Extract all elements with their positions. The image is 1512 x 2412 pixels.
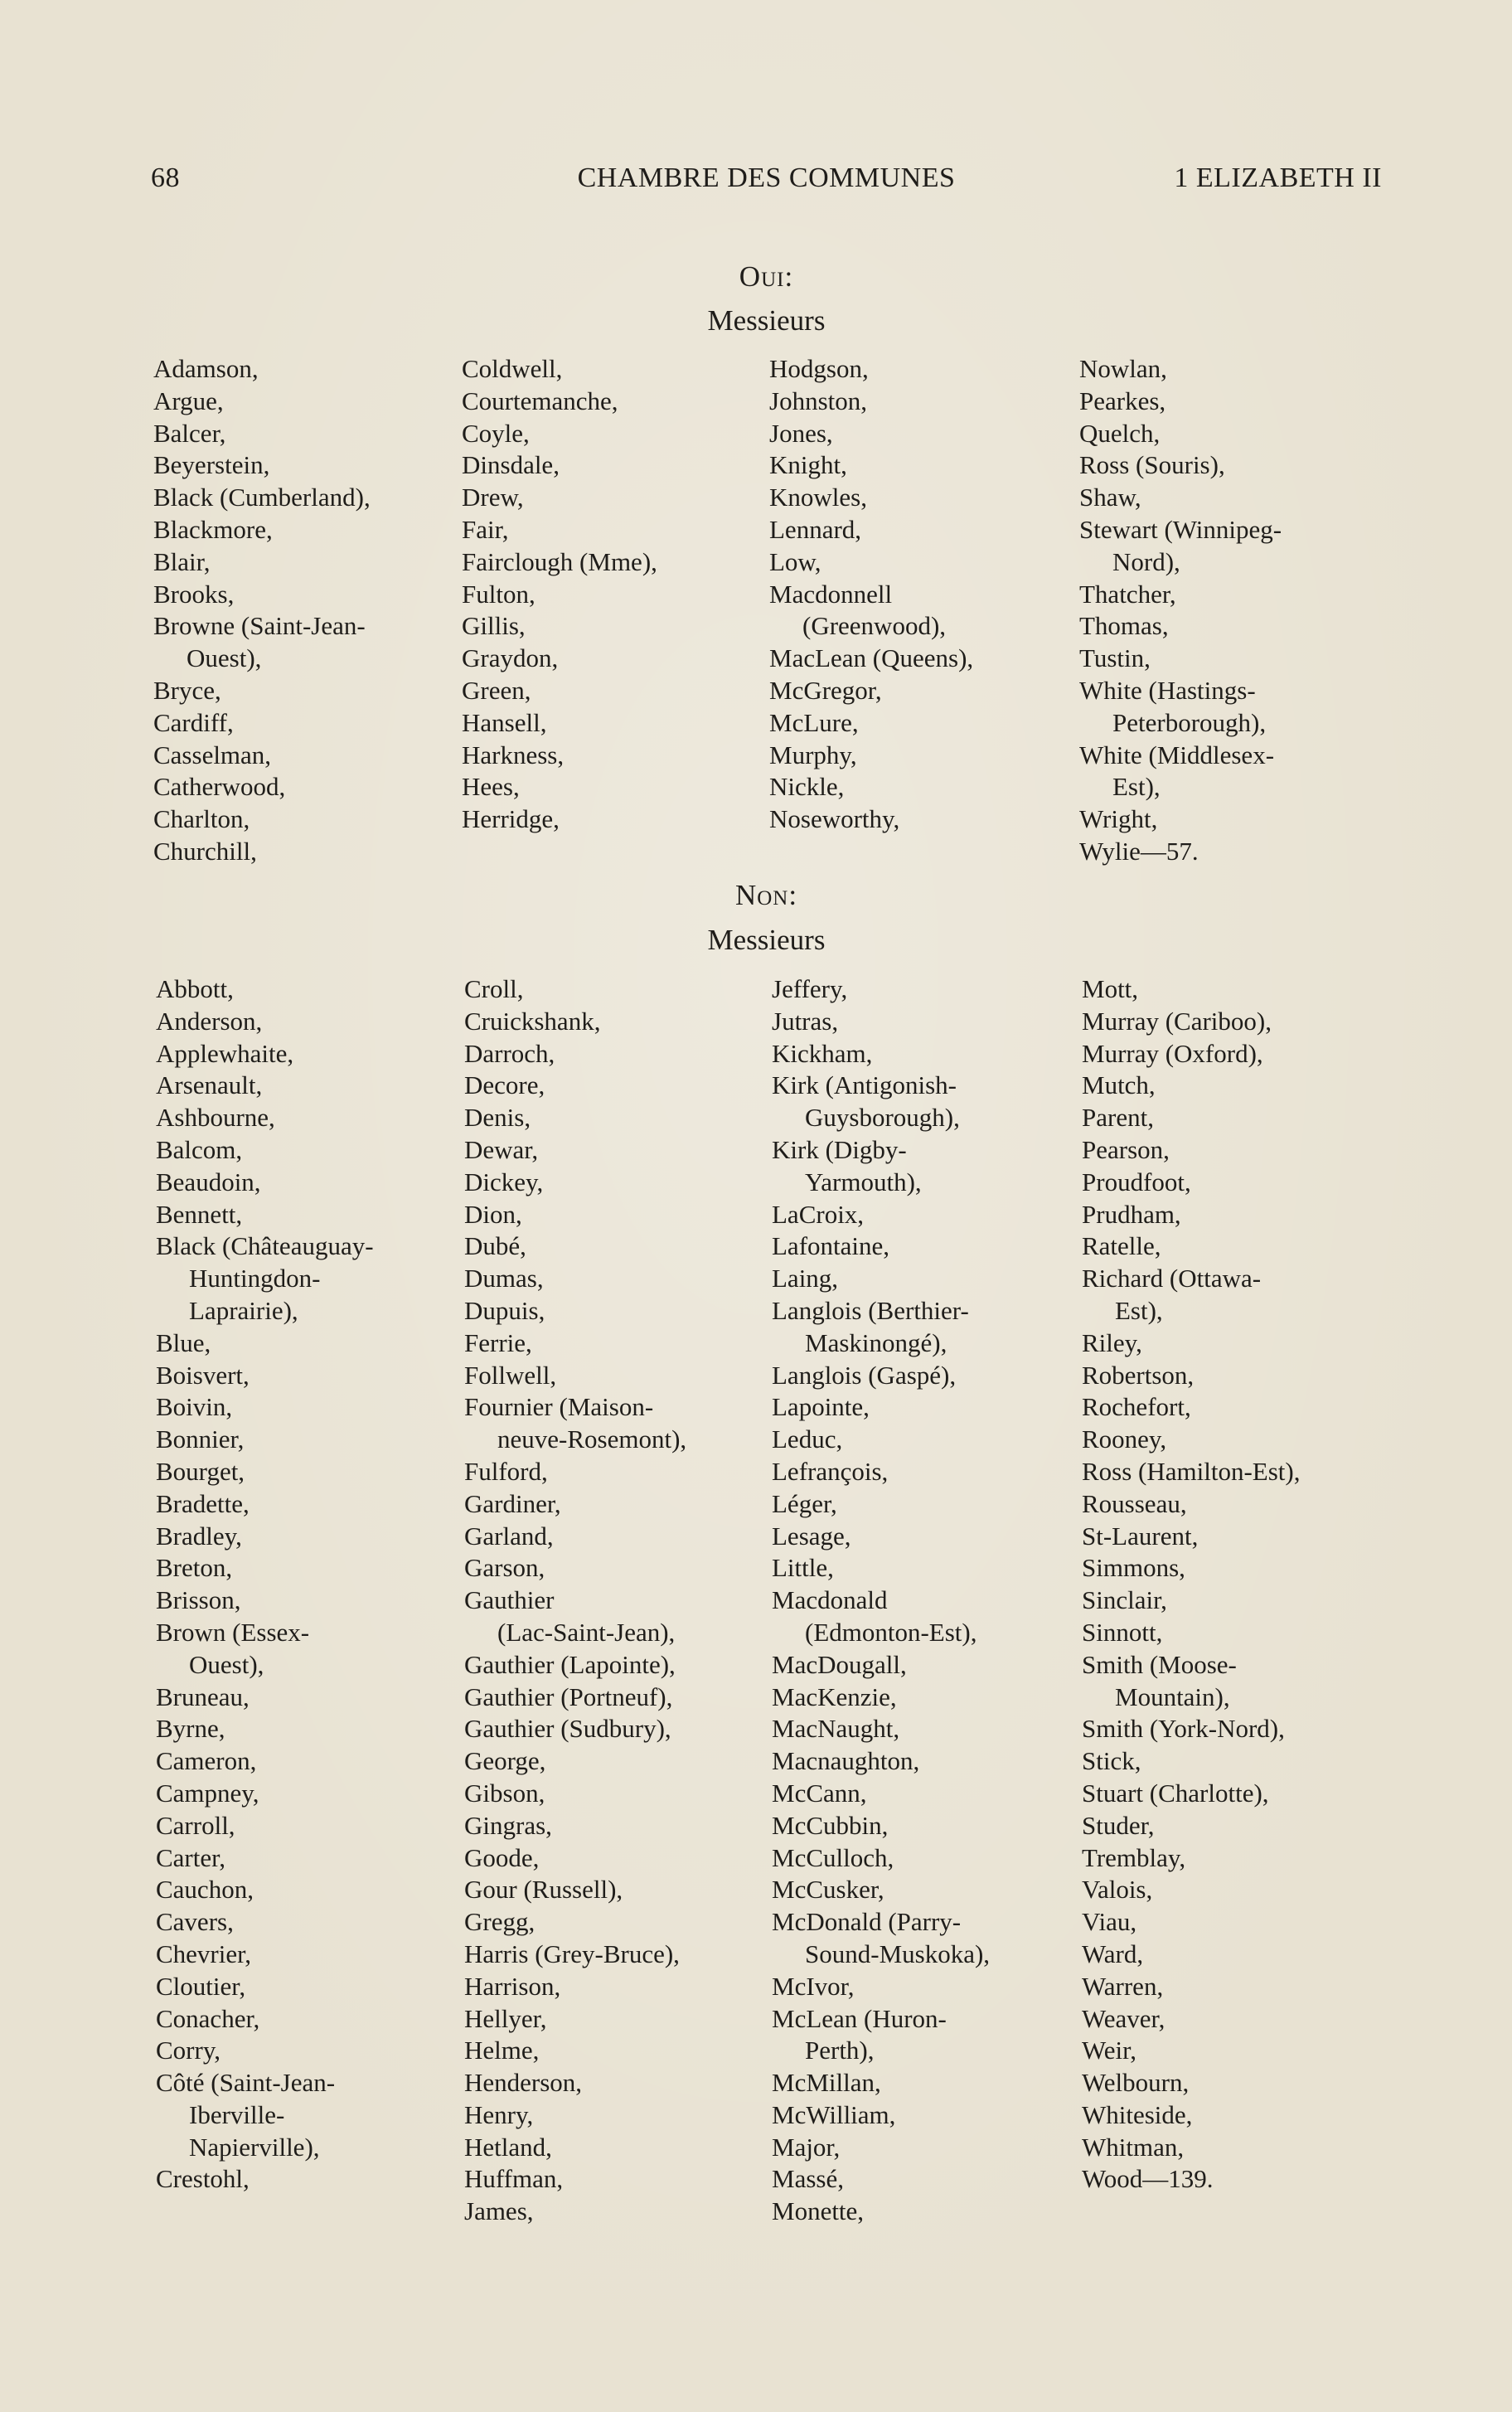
member-name: Rousseau, xyxy=(1082,1488,1187,1518)
member-name: Decore, xyxy=(464,1070,545,1100)
non-column-3 xyxy=(772,973,1078,2228)
member-name: McCulloch, xyxy=(772,1842,894,1872)
member-name: Carter, xyxy=(156,1842,225,1872)
member-name: Kickham, xyxy=(772,1038,873,1068)
member-name: Viau, xyxy=(1082,1907,1137,1937)
member-name: Harkness, xyxy=(462,740,565,769)
member-name: Bruneau, xyxy=(156,1682,250,1711)
member-name: Brooks, xyxy=(153,579,235,609)
member-name: McMillan, xyxy=(772,2068,881,2098)
member-name: Macnaughton, xyxy=(772,1746,920,1776)
member-name: Proudfoot, xyxy=(1082,1167,1191,1196)
non-subheading: Messieurs xyxy=(707,924,826,956)
member-name: Wylie—57. xyxy=(1079,836,1199,866)
member-name: Major, xyxy=(772,2132,841,2162)
member-name: Huntingdon- xyxy=(189,1264,321,1293)
member-name: Mountain), xyxy=(1115,1682,1230,1711)
member-name: Arsenault, xyxy=(156,1070,263,1100)
member-name: Carroll, xyxy=(156,1810,235,1840)
member-name: Black (Cumberland), xyxy=(153,483,371,512)
member-name: Whiteside, xyxy=(1082,2099,1193,2129)
member-name: Langlois (Berthier- xyxy=(772,1295,969,1325)
member-name: Low, xyxy=(769,546,821,576)
member-name: Hodgson, xyxy=(769,354,869,383)
member-name: Lapointe, xyxy=(772,1392,870,1422)
member-name: Anderson, xyxy=(156,1006,263,1036)
member-name: Courtemanche, xyxy=(462,386,618,415)
member-name: McWilliam, xyxy=(772,2099,896,2129)
member-name: Guysborough), xyxy=(805,1103,960,1133)
member-name: Croll, xyxy=(464,974,524,1003)
member-name: Prudham, xyxy=(1082,1199,1181,1229)
member-name: Richard (Ottawa- xyxy=(1082,1264,1262,1293)
member-name: Maskinongé), xyxy=(805,1327,947,1357)
member-name: Langlois (Gaspé), xyxy=(772,1360,957,1390)
member-name: Gauthier (Sudbury), xyxy=(464,1714,671,1744)
member-name: Léger, xyxy=(772,1488,837,1518)
member-name: (Greenwood), xyxy=(802,611,947,641)
member-name: Rooney, xyxy=(1082,1424,1167,1454)
member-name: Lesage, xyxy=(772,1521,851,1551)
member-name: Hees, xyxy=(462,772,520,802)
member-name: Mott, xyxy=(1082,974,1139,1003)
member-name: Boivin, xyxy=(156,1392,233,1422)
member-name: LaCroix, xyxy=(772,1199,865,1229)
member-name: Bourget, xyxy=(156,1456,245,1486)
member-name: Smith (Moose- xyxy=(1082,1649,1237,1679)
member-name: Weaver, xyxy=(1082,2003,1166,2033)
oui-column-4 xyxy=(1079,353,1386,868)
member-name: McCann, xyxy=(772,1778,867,1808)
member-name: Cruickshank, xyxy=(464,1006,601,1036)
member-name: Dubé, xyxy=(464,1231,526,1261)
member-name: Shaw, xyxy=(1079,483,1141,512)
member-name: McDonald (Parry- xyxy=(772,1907,962,1937)
member-name: Ouest), xyxy=(187,643,262,673)
member-name: Whitman, xyxy=(1082,2132,1185,2162)
member-name: Laprairie), xyxy=(189,1295,298,1325)
member-name: Harris (Grey-Bruce), xyxy=(464,1939,680,1968)
member-name: Beaudoin, xyxy=(156,1167,261,1196)
member-name: Harrison, xyxy=(464,1971,561,2001)
member-name: Noseworthy, xyxy=(769,804,900,834)
non-column-4 xyxy=(1082,973,1388,2196)
member-name: Helme, xyxy=(464,2036,540,2065)
member-name: Cloutier, xyxy=(156,1971,246,2001)
member-name: Green, xyxy=(462,675,531,705)
member-name: Cardiff, xyxy=(153,707,234,737)
member-name: Bradette, xyxy=(156,1488,250,1518)
member-name: Drew, xyxy=(462,483,524,512)
member-name: Coldwell, xyxy=(462,354,563,383)
member-name: Gour (Russell), xyxy=(464,1875,623,1905)
member-name: Conacher, xyxy=(156,2003,260,2033)
oui-column-1 xyxy=(153,353,460,868)
member-name: Balcom, xyxy=(156,1134,243,1164)
member-name: Bryce, xyxy=(153,675,221,705)
member-name: Hetland, xyxy=(464,2132,552,2162)
member-name: Boisvert, xyxy=(156,1360,250,1390)
member-name: Gingras, xyxy=(464,1810,552,1840)
regnal-year: 1 ELIZABETH II xyxy=(1174,163,1382,193)
member-name: Cauchon, xyxy=(156,1875,254,1905)
member-name: Murray (Oxford), xyxy=(1082,1038,1263,1068)
member-name: Henry, xyxy=(464,2099,534,2129)
member-name: Browne (Saint-Jean- xyxy=(153,611,366,641)
member-name: White (Hastings- xyxy=(1079,675,1256,705)
member-name: Nowlan, xyxy=(1079,354,1167,383)
member-name: Murphy, xyxy=(769,740,857,769)
member-name: Napierville), xyxy=(189,2132,320,2162)
member-name: Gillis, xyxy=(462,611,526,641)
member-name: Robertson, xyxy=(1082,1360,1195,1390)
member-name: Hellyer, xyxy=(464,2003,547,2033)
member-name: Fair, xyxy=(462,514,509,544)
member-name: Bennett, xyxy=(156,1199,243,1229)
member-name: McCubbin, xyxy=(772,1810,889,1840)
member-name: Breton, xyxy=(156,1553,233,1583)
member-name: Peterborough), xyxy=(1112,707,1267,737)
member-name: Stewart (Winnipeg- xyxy=(1079,514,1282,544)
member-name: Laing, xyxy=(772,1264,839,1293)
member-name: Pearson, xyxy=(1082,1134,1170,1164)
member-name: Stuart (Charlotte), xyxy=(1082,1778,1269,1808)
member-name: Charlton, xyxy=(153,804,250,834)
member-name: Gardiner, xyxy=(464,1488,561,1518)
member-name: Iberville- xyxy=(189,2099,285,2129)
member-name: Herridge, xyxy=(462,804,560,834)
member-name: Wright, xyxy=(1079,804,1158,834)
member-name: Hansell, xyxy=(462,707,547,737)
member-name: Johnston, xyxy=(769,386,867,415)
member-name: Côté (Saint-Jean- xyxy=(156,2068,336,2098)
member-name: Dinsdale, xyxy=(462,450,560,480)
member-name: (Edmonton-Est), xyxy=(805,1617,977,1647)
member-name: MacNaught, xyxy=(772,1714,900,1744)
member-name: Kirk (Antigonish- xyxy=(772,1070,957,1100)
member-name: Blair, xyxy=(153,546,211,576)
member-name: Rochefort, xyxy=(1082,1392,1191,1422)
member-name: St-Laurent, xyxy=(1082,1521,1199,1551)
member-name: Catherwood, xyxy=(153,772,286,802)
member-name: Ratelle, xyxy=(1082,1231,1161,1261)
member-name: Tustin, xyxy=(1079,643,1151,673)
member-name: Henderson, xyxy=(464,2068,583,2098)
member-name: Gauthier (Lapointe), xyxy=(464,1649,676,1679)
non-column-1 xyxy=(156,973,463,2196)
member-name: Dickey, xyxy=(464,1167,544,1196)
member-name: Jones, xyxy=(769,418,833,448)
member-name: Crestohl, xyxy=(156,2164,250,2194)
member-name: Coyle, xyxy=(462,418,530,448)
member-name: Studer, xyxy=(1082,1810,1155,1840)
member-name: Massé, xyxy=(772,2164,844,2194)
member-name: Corry, xyxy=(156,2036,221,2065)
member-name: Fulton, xyxy=(462,579,536,609)
member-name: Blue, xyxy=(156,1327,211,1357)
member-name: Campney, xyxy=(156,1778,259,1808)
oui-subheading: Messieurs xyxy=(707,304,826,337)
member-name: Kirk (Digby- xyxy=(772,1134,907,1164)
member-name: Est), xyxy=(1115,1295,1163,1325)
member-name: Cavers, xyxy=(156,1907,234,1937)
member-name: Goode, xyxy=(464,1842,540,1872)
member-name: Warren, xyxy=(1082,1971,1164,2001)
member-name: Lefrançois, xyxy=(772,1456,889,1486)
member-name: Macdonnell xyxy=(769,579,893,609)
member-name: Parent, xyxy=(1082,1103,1154,1133)
page-header xyxy=(151,163,1382,204)
oui-column-3 xyxy=(769,353,1076,836)
running-title: CHAMBRE DES COMMUNES xyxy=(577,163,956,193)
member-name: Garland, xyxy=(464,1521,554,1551)
member-name: Graydon, xyxy=(462,643,559,673)
member-name: Gregg, xyxy=(464,1907,536,1937)
member-name: Denis, xyxy=(464,1103,531,1133)
member-name: MacKenzie, xyxy=(772,1682,897,1711)
oui-column-2 xyxy=(462,353,768,836)
member-name: Welbourn, xyxy=(1082,2068,1190,2098)
member-name: Valois, xyxy=(1082,1875,1153,1905)
member-name: Bradley, xyxy=(156,1521,242,1551)
member-name: Casselman, xyxy=(153,740,272,769)
member-name: Smith (York-Nord), xyxy=(1082,1714,1285,1744)
member-name: Argue, xyxy=(153,386,224,415)
member-name: McGregor, xyxy=(769,675,882,705)
member-name: Applewhaite, xyxy=(156,1038,294,1068)
member-name: Stick, xyxy=(1082,1746,1141,1776)
member-name: Sinnott, xyxy=(1082,1617,1163,1647)
member-name: Ashbourne, xyxy=(156,1103,275,1133)
member-name: Yarmouth), xyxy=(805,1167,922,1196)
member-name: Blackmore, xyxy=(153,514,273,544)
member-name: Monette, xyxy=(772,2196,865,2226)
member-name: Dumas, xyxy=(464,1264,544,1293)
member-name: Dewar, xyxy=(464,1134,539,1164)
member-name: Chevrier, xyxy=(156,1939,251,1968)
member-name: Riley, xyxy=(1082,1327,1142,1357)
member-name: Wood—139. xyxy=(1082,2164,1214,2194)
member-name: Garson, xyxy=(464,1553,545,1583)
member-name: James, xyxy=(464,2196,534,2226)
member-name: Cameron, xyxy=(156,1746,257,1776)
non-column-2 xyxy=(464,973,771,2228)
member-name: Huffman, xyxy=(464,2164,564,2194)
member-name: McLean (Huron- xyxy=(772,2003,947,2033)
page-number: 68 xyxy=(151,163,180,193)
member-name: Leduc, xyxy=(772,1424,843,1454)
member-name: Gauthier (Portneuf), xyxy=(464,1682,673,1711)
member-name: Abbott, xyxy=(156,974,234,1003)
member-name: Ward, xyxy=(1082,1939,1144,1968)
member-name: Gibson, xyxy=(464,1778,545,1808)
member-name: Churchill, xyxy=(153,836,257,866)
member-name: Ferrie, xyxy=(464,1327,532,1357)
member-name: Knight, xyxy=(769,450,847,480)
member-name: Quelch, xyxy=(1079,418,1161,448)
member-name: McIvor, xyxy=(772,1971,855,2001)
member-name: MacDougall, xyxy=(772,1649,907,1679)
member-name: Lennard, xyxy=(769,514,862,544)
member-name: Black (Châteauguay- xyxy=(156,1231,374,1261)
member-name: Sinclair, xyxy=(1082,1585,1167,1615)
member-name: Balcer, xyxy=(153,418,226,448)
member-name: Tremblay, xyxy=(1082,1842,1186,1872)
member-name: Brisson, xyxy=(156,1585,241,1615)
member-name: Mutch, xyxy=(1082,1070,1156,1100)
member-name: Est), xyxy=(1112,772,1161,802)
member-name: Jeffery, xyxy=(772,974,848,1003)
member-name: Thomas, xyxy=(1079,611,1169,641)
non-heading: Non: xyxy=(734,879,798,911)
member-name: Nord), xyxy=(1112,546,1180,576)
member-name: Thatcher, xyxy=(1079,579,1176,609)
member-name: Simmons, xyxy=(1082,1553,1185,1583)
member-name: MacLean (Queens), xyxy=(769,643,974,673)
member-name: George, xyxy=(464,1746,546,1776)
member-name: Knowles, xyxy=(769,483,867,512)
member-name: McLure, xyxy=(769,707,859,737)
member-name: Ross (Hamilton-Est), xyxy=(1082,1456,1301,1486)
member-name: Byrne, xyxy=(156,1714,225,1744)
member-name: Lafontaine, xyxy=(772,1231,890,1261)
member-name: Nickle, xyxy=(769,772,845,802)
member-name: neuve-Rosemont), xyxy=(497,1424,687,1454)
member-name: Sound-Muskoka), xyxy=(805,1939,991,1968)
member-name: Little, xyxy=(772,1553,834,1583)
member-name: Ouest), xyxy=(189,1649,264,1679)
member-name: Weir, xyxy=(1082,2036,1136,2065)
member-name: Darroch, xyxy=(464,1038,555,1068)
member-name: Ross (Souris), xyxy=(1079,450,1225,480)
member-name: Fairclough (Mme), xyxy=(462,546,657,576)
member-name: Murray (Cariboo), xyxy=(1082,1006,1272,1036)
member-name: Brown (Essex- xyxy=(156,1617,310,1647)
member-name: Perth), xyxy=(805,2036,875,2065)
member-name: Pearkes, xyxy=(1079,386,1166,415)
member-name: Adamson, xyxy=(153,354,259,383)
member-name: White (Middlesex- xyxy=(1079,740,1275,769)
member-name: Follwell, xyxy=(464,1360,557,1390)
member-name: Fulford, xyxy=(464,1456,548,1486)
member-name: Jutras, xyxy=(772,1006,839,1036)
member-name: Bonnier, xyxy=(156,1424,245,1454)
member-name: Dupuis, xyxy=(464,1295,545,1325)
member-name: McCusker, xyxy=(772,1875,884,1905)
member-name: Gauthier xyxy=(464,1585,555,1615)
member-name: Fournier (Maison- xyxy=(464,1392,654,1422)
member-name: Macdonald xyxy=(772,1585,888,1615)
member-name: Dion, xyxy=(464,1199,522,1229)
oui-heading: Oui: xyxy=(739,260,794,293)
member-name: (Lac-Saint-Jean), xyxy=(497,1617,676,1647)
member-name: Beyerstein, xyxy=(153,450,270,480)
